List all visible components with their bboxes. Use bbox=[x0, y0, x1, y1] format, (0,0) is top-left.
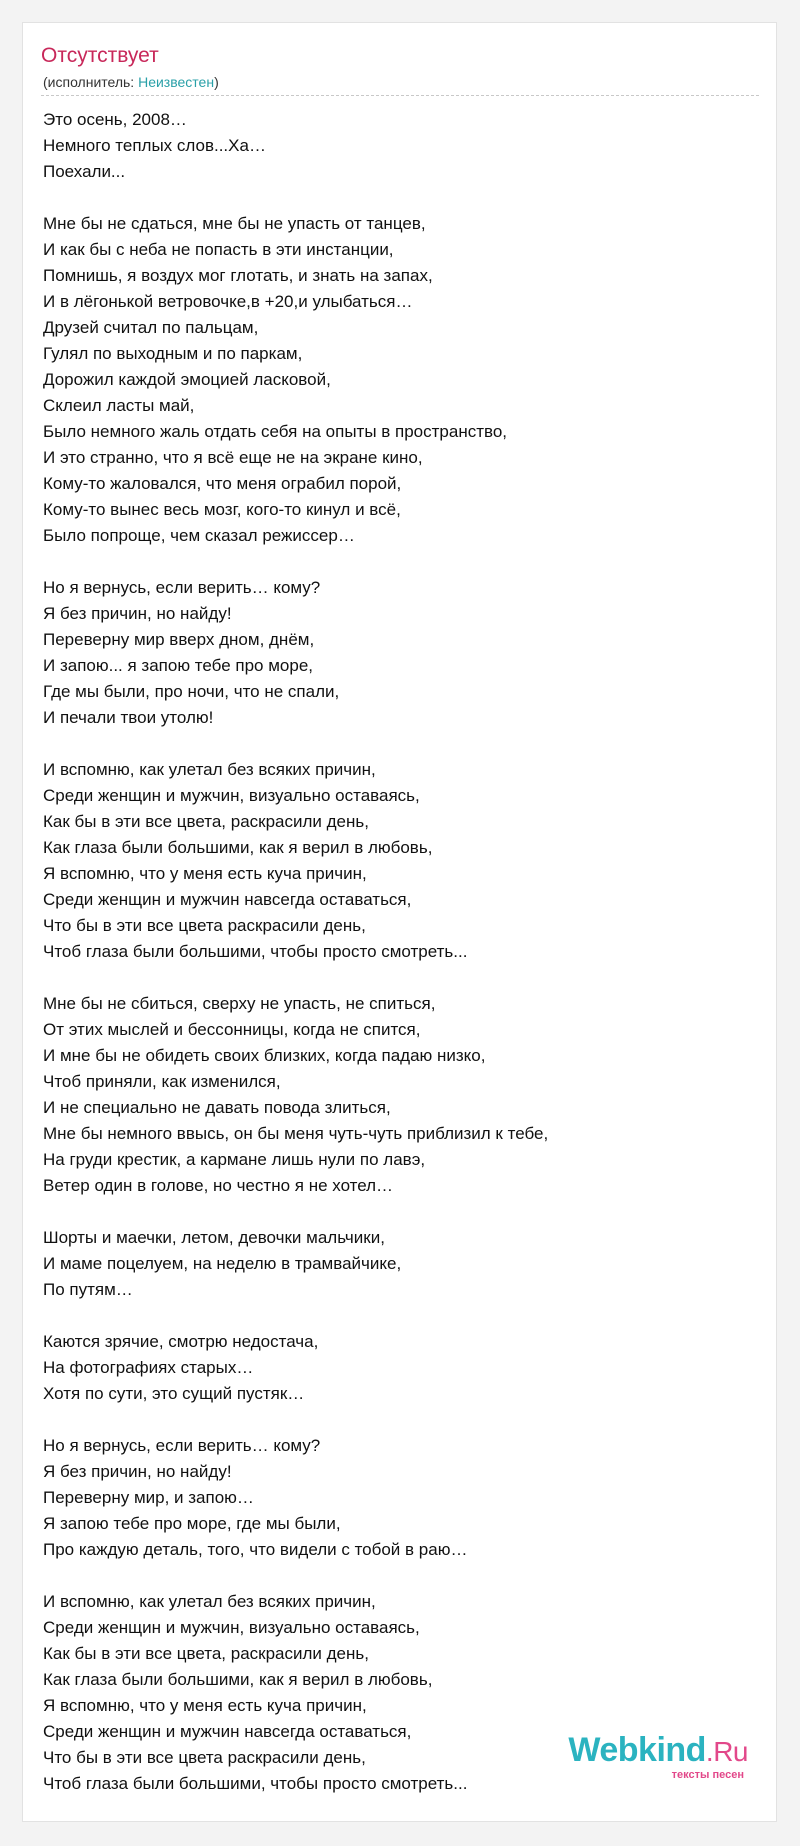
lyric-line: Что бы в эти все цвета раскрасили день, bbox=[43, 1748, 366, 1767]
lyric-line: И мне бы не обидеть своих близких, когда падаю низко, bbox=[43, 1046, 486, 1065]
lyrics-card bbox=[22, 22, 777, 1822]
lyric-line: Что бы в эти все цвета раскрасили день, bbox=[43, 916, 366, 935]
lyric-line: Гулял по выходным и по паркам, bbox=[43, 344, 303, 363]
lyric-line: Шорты и маечки, летом, девочки мальчики, bbox=[43, 1228, 385, 1247]
lyric-line: Кому-то жаловался, что меня ограбил порой, bbox=[43, 474, 402, 493]
stanza-gap bbox=[43, 965, 763, 991]
logo-main: Webkind bbox=[568, 1731, 706, 1769]
lyric-line: Как бы в эти все цвета, раскрасили день, bbox=[43, 812, 369, 831]
lyric-line: И это странно, что я всё еще не на экране кино, bbox=[43, 448, 423, 467]
lyric-line: Поехали... bbox=[43, 162, 126, 181]
lyric-line: Но я вернусь, если верить… кому? bbox=[43, 578, 321, 597]
lyric-line: Среди женщин и мужчин, визуально оставаясь, bbox=[43, 1618, 420, 1637]
lyric-line: Переверну мир вверх дном, днём, bbox=[43, 630, 315, 649]
stanza-gap bbox=[43, 1199, 763, 1225]
header-divider bbox=[41, 95, 759, 96]
lyric-line: Кому-то вынес весь мозг, кого-то кинул и всё, bbox=[43, 500, 401, 519]
logo-tld: .Ru bbox=[705, 1736, 748, 1767]
lyric-line: Среди женщин и мужчин навсегда оставаться, bbox=[43, 890, 412, 909]
lyric-line: Я без причин, но найду! bbox=[43, 604, 232, 623]
lyric-line: Мне бы немного ввысь, он бы меня чуть-чуть приблизил к тебе, bbox=[43, 1124, 549, 1143]
lyric-line: Было попроще, чем сказал режиссер… bbox=[43, 526, 355, 545]
logo-wordmark bbox=[568, 1733, 748, 1769]
lyric-line: Немного теплых слов...Ха… bbox=[43, 136, 266, 155]
lyric-line: Было немного жаль отдать себя на опыты в пространство, bbox=[43, 422, 508, 441]
artist-link[interactable]: Неизвестен bbox=[138, 74, 215, 90]
lyric-line: Как глаза были большими, как я верил в любовь, bbox=[43, 1670, 433, 1689]
lyric-line: Я вспомню, что у меня есть куча причин, bbox=[43, 864, 367, 883]
lyric-line: И вспомню, как улетал без всяких причин, bbox=[43, 1592, 376, 1611]
lyric-line: Среди женщин и мужчин навсегда оставаться, bbox=[43, 1722, 412, 1741]
stanza-gap bbox=[43, 185, 763, 211]
lyric-line: От этих мыслей и бессонницы, когда не спится, bbox=[43, 1020, 421, 1039]
lyric-line: Мне бы не сдаться, мне бы не упасть от танцев, bbox=[43, 214, 426, 233]
stanza-gap bbox=[43, 731, 763, 757]
song-title: Отсутствует bbox=[41, 44, 159, 67]
artist-suffix: ) bbox=[214, 74, 219, 90]
artist-line bbox=[43, 73, 219, 91]
lyric-line: Чтоб приняли, как изменился, bbox=[43, 1072, 281, 1091]
stanza-gap bbox=[43, 549, 763, 575]
lyric-line: Среди женщин и мужчин, визуально оставаясь, bbox=[43, 786, 420, 805]
lyric-line: По путям… bbox=[43, 1280, 133, 1299]
lyric-line: Каются зрячие, смотрю недостача, bbox=[43, 1332, 319, 1351]
lyric-line: Где мы были, про ночи, что не спали, bbox=[43, 682, 340, 701]
lyric-line: И в лёгонькой ветровочке,в +20,и улыбаться… bbox=[43, 292, 413, 311]
lyric-line: Чтоб глаза были большими, чтобы просто смотреть... bbox=[43, 942, 468, 961]
lyric-line: Чтоб глаза были большими, чтобы просто смотреть... bbox=[43, 1774, 468, 1793]
stanza-gap bbox=[43, 1303, 763, 1329]
lyric-line: И не специально не давать повода злиться, bbox=[43, 1098, 391, 1117]
lyric-line: Друзей считал по пальцам, bbox=[43, 318, 259, 337]
lyric-line: И как бы с неба не попасть в эти инстанции, bbox=[43, 240, 394, 259]
lyric-line: Это осень, 2008… bbox=[43, 110, 187, 129]
stanza-gap bbox=[43, 1407, 763, 1433]
lyric-line: Я вспомню, что у меня есть куча причин, bbox=[43, 1696, 367, 1715]
lyric-line: Склеил ласты май, bbox=[43, 396, 195, 415]
lyric-line: И печали твои утолю! bbox=[43, 708, 214, 727]
stanza-gap bbox=[43, 1563, 763, 1589]
lyric-line: Я без причин, но найду! bbox=[43, 1462, 232, 1481]
lyric-line: Мне бы не сбиться, сверху не упасть, не спиться, bbox=[43, 994, 436, 1013]
lyric-line: Как бы в эти все цвета, раскрасили день, bbox=[43, 1644, 369, 1663]
logo-tagline: тексты песен bbox=[671, 1769, 744, 1781]
lyric-line: И маме поцелуем, на неделю в трамвайчике, bbox=[43, 1254, 402, 1273]
lyric-line: Хотя по сути, это сущий пустяк… bbox=[43, 1384, 305, 1403]
artist-prefix: (исполнитель: bbox=[43, 74, 139, 90]
lyric-line: И запою... я запою тебе про море, bbox=[43, 656, 313, 675]
lyric-line: На фотографиях старых… bbox=[43, 1358, 254, 1377]
webkind-logo[interactable] bbox=[568, 1733, 748, 1781]
lyric-line: Ветер один в голове, но честно я не хотел… bbox=[43, 1176, 394, 1195]
lyric-line: И вспомню, как улетал без всяких причин, bbox=[43, 760, 376, 779]
lyric-line: Но я вернусь, если верить… кому? bbox=[43, 1436, 321, 1455]
lyric-line: Переверну мир, и запою… bbox=[43, 1488, 254, 1507]
lyric-line: Дорожил каждой эмоцией ласковой, bbox=[43, 370, 331, 389]
lyric-line: Я запою тебе про море, где мы были, bbox=[43, 1514, 341, 1533]
lyric-line: Как глаза были большими, как я верил в любовь, bbox=[43, 838, 433, 857]
lyric-line: На груди крестик, а кармане лишь нули по лавэ, bbox=[43, 1150, 426, 1169]
lyric-line: Про каждую деталь, того, что видели с тобой в раю… bbox=[43, 1540, 468, 1559]
lyric-line: Помнишь, я воздух мог глотать, и знать на запах, bbox=[43, 266, 433, 285]
lyrics-body bbox=[43, 107, 763, 1797]
